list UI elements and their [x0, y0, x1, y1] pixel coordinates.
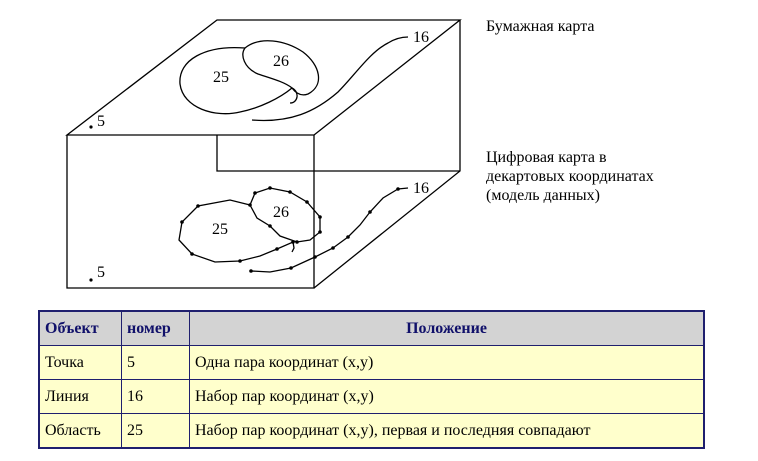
cell-position: Одна пара координат (x,y): [190, 346, 705, 380]
digital-map-caption: [486, 148, 726, 205]
paper-map-caption: Бумажная карта: [486, 18, 595, 35]
cell-object: Линия: [39, 380, 122, 414]
table-row: [39, 346, 704, 380]
digital-area-outer-label: 25: [212, 221, 228, 238]
paper-point-label: 5: [97, 113, 105, 130]
digital-point-label: 5: [97, 264, 105, 281]
table-row: [39, 380, 704, 414]
paper-point-marker: [89, 125, 92, 128]
digital-area-inner-label: 26: [273, 204, 289, 221]
cell-position: Набор пар координат (x,y), первая и последняя совпадают: [190, 414, 705, 449]
paper-area-inner-label: 26: [273, 53, 289, 70]
header-object: Объект: [39, 311, 122, 346]
digital-map-caption-line: (модель данных): [486, 187, 600, 204]
cell-number: 25: [122, 414, 190, 449]
digital-map-caption-line: Цифровая карта в: [486, 149, 607, 166]
digital-line-label: 16: [413, 180, 429, 197]
digital-point-marker: [89, 278, 92, 281]
header-position: Положение: [190, 311, 705, 346]
cell-object: Область: [39, 414, 122, 449]
table-header-row: [39, 311, 704, 346]
box-right-edges: [314, 20, 460, 288]
object-table: [38, 310, 705, 449]
box-hidden-edges: [217, 135, 460, 171]
paper-line-label: 16: [413, 29, 429, 46]
cell-object: Точка: [39, 346, 122, 380]
paper-area-outer-label: 25: [213, 69, 229, 86]
cell-position: Набор пар координат (x,y): [190, 380, 705, 414]
cell-number: 5: [122, 346, 190, 380]
cell-number: 16: [122, 380, 190, 414]
digital-map-caption-line: декартовых координатах: [486, 168, 654, 185]
header-number: номер: [122, 311, 190, 346]
table-row: [39, 414, 704, 449]
